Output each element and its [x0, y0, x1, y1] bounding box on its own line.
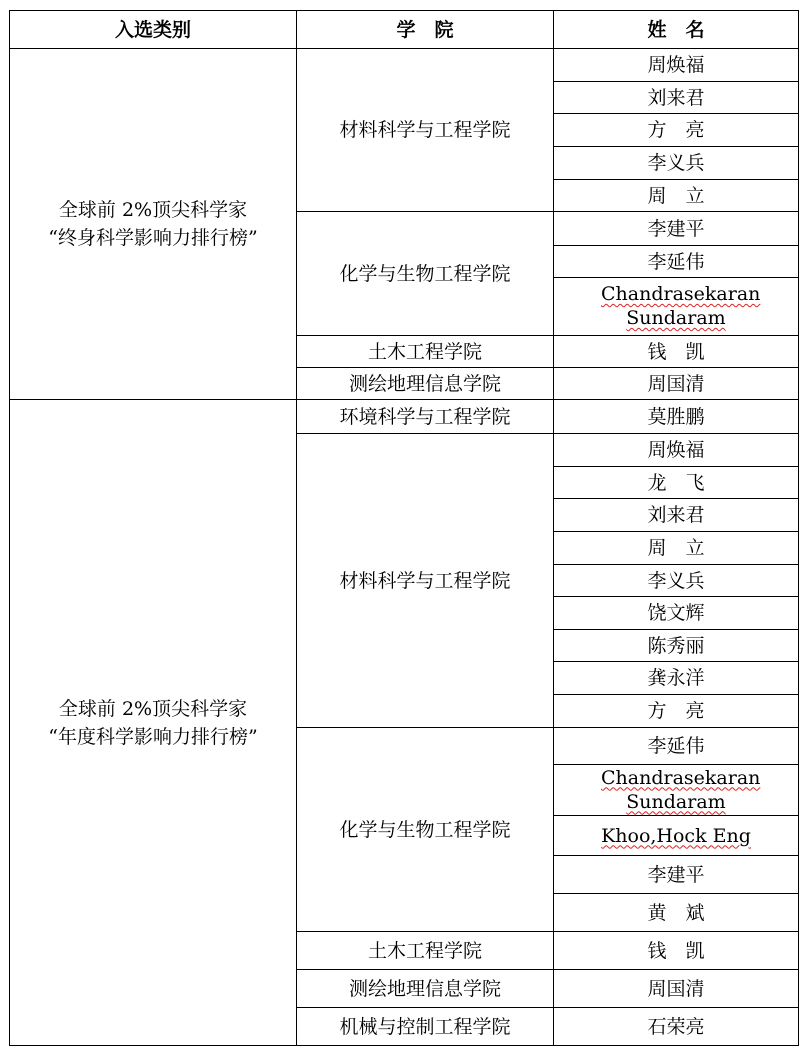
scientist-name-cell	[554, 246, 799, 278]
school-cell: 测绘地理信息学院	[297, 970, 554, 1008]
table-row	[10, 49, 799, 82]
scientist-name-cell	[554, 597, 799, 630]
scientist-name: Chandrasekaran Sundaram	[601, 283, 761, 329]
scientist-name-cell	[554, 82, 799, 114]
header-school: 学 院	[297, 11, 554, 49]
scientist-name: 陈秀丽	[647, 634, 705, 657]
scientist-name-cell	[554, 434, 799, 467]
scientist-name: 龙 飞	[647, 471, 705, 494]
scientist-name: 钱 凯	[647, 340, 705, 363]
school-cell: 材料科学与工程学院	[297, 49, 554, 212]
scientist-name-cell	[554, 212, 799, 246]
scientist-name-cell	[554, 565, 799, 597]
table-row	[10, 400, 799, 434]
scientist-name: 刘来君	[647, 504, 705, 526]
scientist-name-cell	[554, 970, 799, 1008]
school-cell: 材料科学与工程学院	[297, 434, 554, 728]
scientist-name-cell	[554, 368, 799, 400]
scientist-name-cell	[554, 278, 799, 336]
table-header-row	[10, 11, 799, 49]
header-name: 姓 名	[554, 11, 799, 49]
scientist-name: Khoo,Hock Eng	[601, 824, 751, 847]
school-cell: 土木工程学院	[297, 932, 554, 970]
scientist-name: 周 立	[647, 537, 705, 559]
header-category: 入选类别	[10, 11, 297, 49]
scientist-name-cell	[554, 499, 799, 532]
scientist-name: 周焕福	[647, 439, 705, 461]
scientist-name: 李延伟	[647, 250, 705, 273]
scientist-name: 周 立	[647, 184, 705, 207]
scientist-name-cell	[554, 336, 799, 368]
scientist-name-cell	[554, 894, 799, 932]
category-cell	[10, 400, 297, 1046]
scientist-name: 方 亮	[647, 119, 705, 141]
scientist-name-cell	[554, 180, 799, 212]
table-body	[10, 49, 799, 1046]
scientist-name-cell	[554, 400, 799, 434]
scientist-name: 黄 斌	[647, 901, 705, 924]
scientist-name-cell	[554, 147, 799, 180]
category-cell	[10, 49, 297, 400]
scientist-name-cell	[554, 765, 799, 816]
category-title-line2: “终身科学影响力排行榜”	[48, 227, 258, 249]
scientist-name-cell	[554, 467, 799, 499]
scientist-name: 李建平	[647, 863, 705, 886]
scientist-name-cell	[554, 856, 799, 894]
scientist-name-cell	[554, 662, 799, 695]
category-title-line1: 全球前 2%顶尖科学家	[58, 199, 248, 221]
category-title-line1: 全球前 2%顶尖科学家	[58, 697, 248, 720]
scientist-name-cell	[554, 532, 799, 565]
scientist-name: 李延伟	[647, 735, 705, 757]
category-title-line2: “年度科学影响力排行榜”	[48, 725, 258, 748]
school-cell: 化学与生物工程学院	[297, 212, 554, 336]
scientist-name-cell	[554, 932, 799, 970]
school-cell: 环境科学与工程学院	[297, 400, 554, 434]
school-cell: 土木工程学院	[297, 336, 554, 368]
scientist-name: 李建平	[647, 217, 705, 240]
scientist-name: 李义兵	[647, 569, 705, 592]
scientist-name: 石荣亮	[647, 1015, 705, 1038]
scientist-name: 龚永洋	[647, 667, 705, 689]
scientist-name: 莫胜鹏	[647, 405, 705, 428]
scientist-name: 周国清	[647, 977, 705, 1000]
scientist-name-cell	[554, 630, 799, 662]
school-cell: 测绘地理信息学院	[297, 368, 554, 400]
scientist-roster-table	[9, 10, 799, 1046]
scientist-name: 周焕福	[647, 54, 705, 76]
scientist-name: Chandrasekaran Sundaram	[601, 766, 761, 813]
scientist-name-cell	[554, 695, 799, 728]
scientist-name-cell	[554, 816, 799, 856]
scientist-name-cell	[554, 728, 799, 765]
scientist-name-cell	[554, 114, 799, 147]
scientist-name: 刘来君	[647, 86, 705, 109]
scientist-name: 钱 凯	[647, 939, 705, 962]
scientist-name: 方 亮	[647, 700, 705, 722]
scientist-name-cell	[554, 1008, 799, 1046]
scientist-name-cell	[554, 49, 799, 82]
scientist-name: 饶文辉	[647, 602, 705, 624]
school-cell: 机械与控制工程学院	[297, 1008, 554, 1046]
school-cell: 化学与生物工程学院	[297, 728, 554, 932]
scientist-name: 李义兵	[647, 152, 705, 174]
scientist-name: 周国清	[647, 372, 705, 395]
